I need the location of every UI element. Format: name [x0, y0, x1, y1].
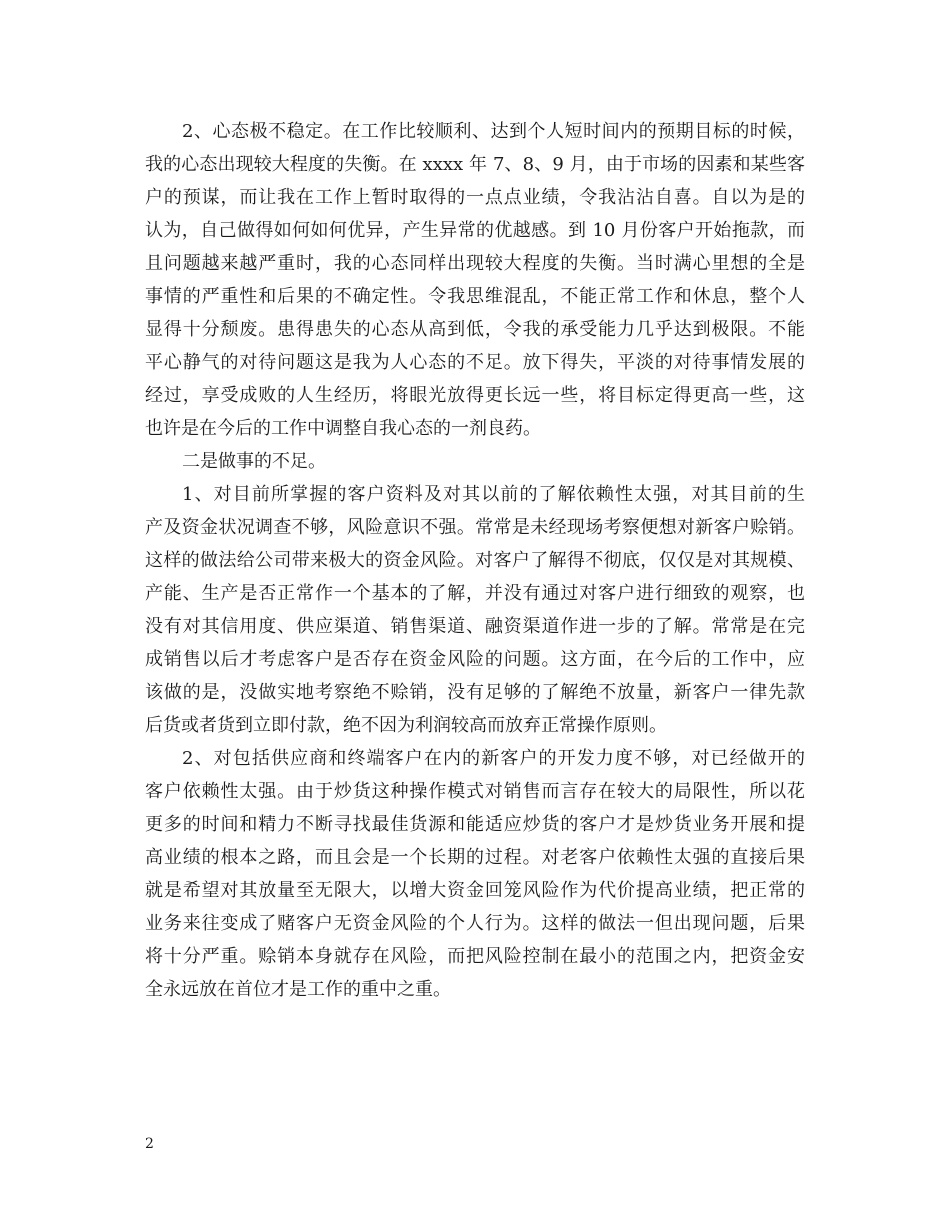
- paragraph-line: 认为，自己做得如何如何优异，产生异常的优越感。到 10 月份客户开始拖款，而: [145, 220, 805, 241]
- paragraph-line: 2、对包括供应商和终端客户在内的新客户的开发力度不够，对已经做开的: [182, 748, 805, 769]
- paragraph-line: 显得十分颓废。患得患失的心态从高到低，令我的承受能力几乎达到极限。不能: [145, 319, 805, 340]
- paragraph-line: 高业绩的根本之路，而且会是一个长期的过程。对老客户依赖性太强的直接后果: [145, 847, 805, 868]
- paragraph-line: 户的预谋，而让我在工作上暂时取得的一点点业绩，令我沾沾自喜。自以为是的: [145, 187, 805, 208]
- paragraph-line: 二是做事的不足。: [182, 451, 326, 472]
- paragraph-line: 客户依赖性太强。由于炒货这种操作模式对销售而言存在较大的局限性，所以花: [145, 781, 805, 802]
- paragraph-line: 成销售以后才考虑客户是否存在资金风险的问题。这方面，在今后的工作中，应: [145, 649, 805, 670]
- paragraph-line: 没有对其信用度、供应渠道、销售渠道、融资渠道作进一步的了解。常常是在完: [145, 616, 805, 637]
- paragraph: [145, 742, 805, 1006]
- paragraph-line: 后货或者货到立即付款，绝不因为利润较高而放弃正常操作原则。: [145, 715, 667, 736]
- paragraph-line: 这样的做法给公司带来极大的资金风险。对客户了解得不彻底，仅仅是对其规模、: [145, 550, 805, 571]
- paragraph-line: 将十分严重。赊销本身就存在风险，而把风险控制在最小的范围之内，把资金安: [145, 946, 805, 967]
- paragraph-line: 经过，享受成败的人生经历，将眼光放得更长远一些，将目标定得更高一些，这: [145, 385, 805, 406]
- paragraph-line: 我的心态出现较大程度的失衡。在 xxxx 年 7、8、9 月，由于市场的因素和某些客: [145, 154, 805, 175]
- paragraph-line: 全永远放在首位才是工作的重中之重。: [145, 979, 451, 1000]
- paragraph-line: 就是希望对其放量至无限大，以增大资金回笼风险作为代价提高业绩，把正常的: [145, 880, 805, 901]
- paragraph-line: 更多的时间和精力不断寻找最佳货源和能适应炒货的客户才是炒货业务开展和提: [145, 814, 805, 835]
- paragraph-line: 1、对目前所掌握的客户资料及对其以前的了解依赖性太强，对其目前的生: [182, 484, 805, 505]
- paragraph-line: 业务来往变成了赌客户无资金风险的个人行为。这样的做法一但出现问题，后果: [145, 913, 805, 934]
- paragraph-line: 事情的严重性和后果的不确定性。令我思维混乱，不能正常工作和休息，整个人: [145, 286, 805, 307]
- paragraph-line: 该做的是，没做实地考察绝不赊销，没有足够的了解绝不放量，新客户一律先款: [145, 682, 805, 703]
- paragraph-line: 2、心态极不稳定。在工作比较顺利、达到个人短时间内的预期目标的时候，: [182, 121, 805, 142]
- paragraph-line: 且问题越来越严重时，我的心态同样出现较大程度的失衡。当时满心里想的全是: [145, 253, 805, 274]
- paragraph-line: 平心静气的对待问题这是我为人心态的不足。放下得失，平淡的对待事情发展的: [145, 352, 805, 373]
- paragraph: [145, 445, 805, 478]
- paragraph: [145, 115, 805, 445]
- page-number: 2: [145, 1136, 154, 1152]
- paragraph-line: 产及资金状况调查不够，风险意识不强。常常是未经现场考察便想对新客户赊销。: [145, 517, 805, 538]
- paragraph-line: 也许是在今后的工作中调整自我心态的一剂良药。: [145, 418, 541, 439]
- paragraph-line: 产能、生产是否正常作一个基本的了解，并没有通过对客户进行细致的观察，也: [145, 583, 805, 604]
- paragraph: [145, 478, 805, 742]
- document-body: [145, 115, 805, 1006]
